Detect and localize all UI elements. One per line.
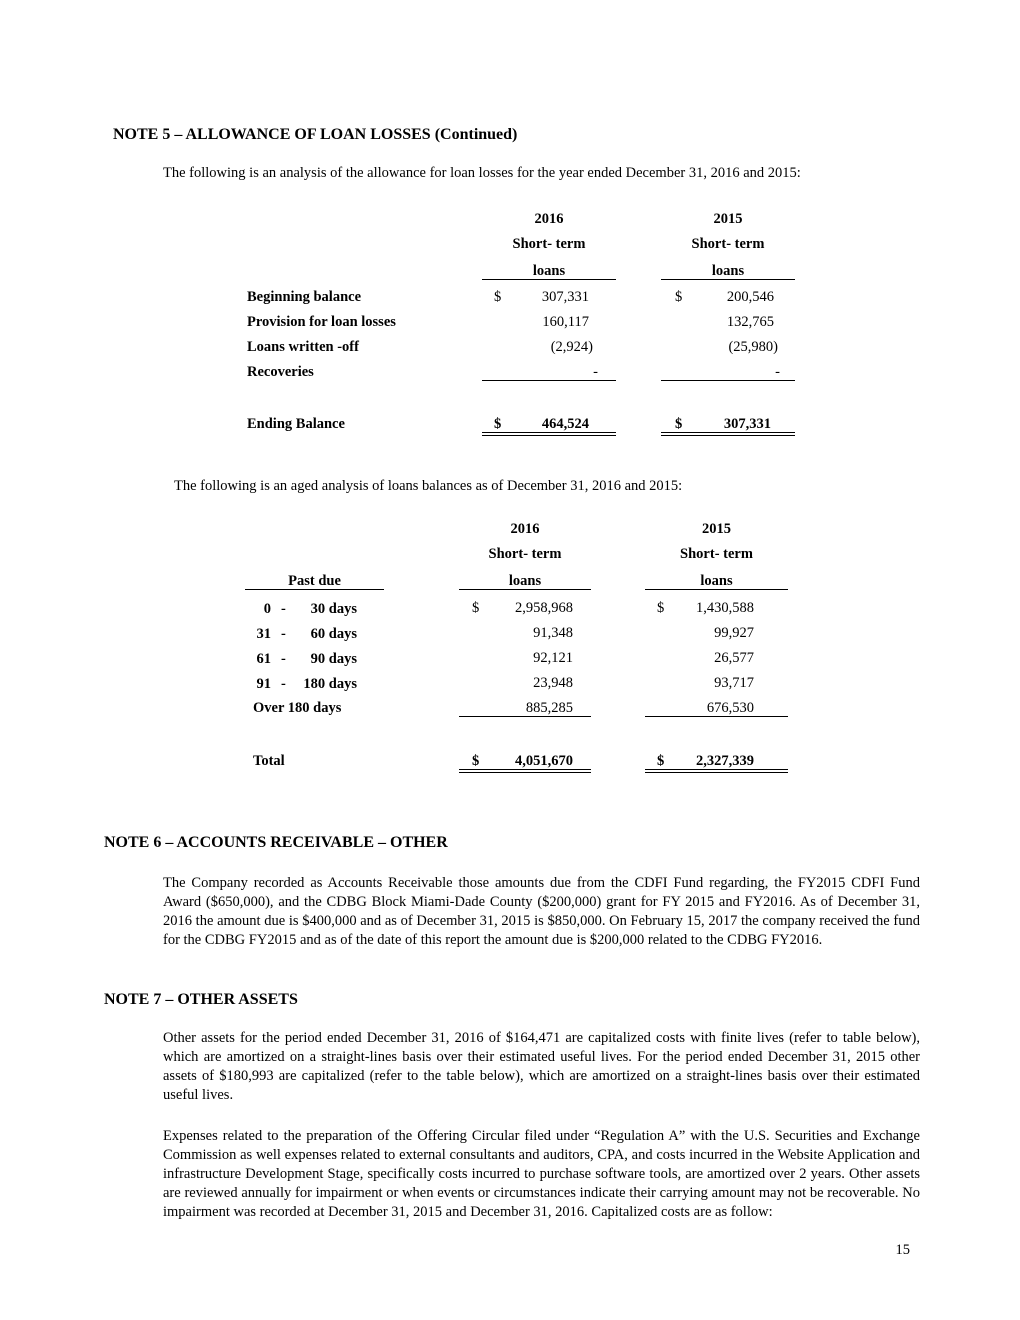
t1-subtotal-rule-2015 [661, 380, 795, 381]
note6-heading: NOTE 6 – ACCOUNTS RECEIVABLE – OTHER [104, 834, 448, 851]
t2-total-currency-2015: $ [657, 753, 665, 769]
t2-range-start: 31 [256, 626, 271, 642]
t1-row-label: Recoveries [247, 364, 314, 380]
t2-row-value-2015: 99,927 [714, 625, 754, 641]
t1-header-year-2016: 2016 [534, 211, 564, 227]
t2-header-shortterm-2015: Short- term [680, 546, 753, 562]
t2-currency-2016: $ [472, 600, 480, 616]
t1-header-loans-2016: loans [532, 263, 566, 279]
t1-row-label: Provision for loan losses [247, 314, 396, 330]
t2-row-value-2015: 1,430,588 [696, 600, 754, 616]
t2-range-start: 61 [256, 651, 271, 667]
t1-currency-2016: $ [494, 289, 502, 305]
t1-header-year-2015: 2015 [713, 211, 743, 227]
t2-range-end: 30 days [310, 601, 357, 617]
t2-currency-2015: $ [657, 600, 665, 616]
t2-header-rule-2016 [459, 589, 591, 590]
t1-row-value-2016: 160,117 [542, 314, 589, 330]
note7-paragraph-1: Other assets for the period ended December 31, 2016 of $164,471 are capitalized costs with finite lives (refer to table below), which are amortized on a straight-lines basis over their estimated useful lives. For the period ended December 31, 2015 other assets of $180,993 are capitalized (refer to the table below), which are amortized on a straight-lines basis over their estimated useful lives. [163, 1030, 920, 1103]
note5-intro-allowance: The following is an analysis of the allowance for loan losses for the year ended December 31, 2016 and 2015: [163, 165, 801, 181]
t2-range-end: 90 days [310, 651, 357, 667]
t2-total-double-rule-2015 [645, 769, 788, 773]
t1-row-label: Beginning balance [247, 289, 362, 305]
t2-over180-label: Over 180 days [253, 700, 342, 716]
t2-row-value-2016: 92,121 [533, 650, 573, 666]
t1-header-loans-2015: loans [711, 263, 745, 279]
t2-total-double-rule-2016 [459, 769, 591, 773]
t2-range-end: 180 days [303, 676, 357, 692]
t2-range-start: 91 [256, 676, 271, 692]
t2-header-year-2016: 2016 [510, 521, 540, 537]
t1-subtotal-rule-2016 [482, 380, 616, 381]
t1-total-double-rule-2015 [661, 432, 795, 436]
t1-row-value-2015: 200,546 [726, 289, 774, 305]
t1-row-value-2016: - [593, 364, 598, 380]
t2-range-start: 0 [263, 601, 271, 617]
t2-header-loans-2015: loans [700, 573, 733, 589]
t1-total-value-2016: 464,524 [541, 416, 589, 432]
t2-row-value-2015: 93,717 [714, 675, 754, 691]
page-number: 15 [895, 1242, 910, 1258]
t2-total-value-2016: 4,051,670 [515, 753, 573, 769]
t2-range-end: 60 days [310, 626, 357, 642]
t2-header-shortterm-2016: Short- term [488, 546, 562, 562]
t2-range-dash: - [281, 651, 286, 667]
t2-header-rule-pastdue [245, 589, 384, 590]
note5-heading: NOTE 5 – ALLOWANCE OF LOAN LOSSES (Continued) [113, 126, 518, 143]
t2-subtotal-rule-2016 [459, 716, 591, 717]
t1-total-currency-2016: $ [494, 416, 502, 432]
t2-range-dash: - [281, 626, 286, 642]
t2-header-past-due: Past due [288, 573, 341, 589]
t2-over180-value-2015: 676,530 [706, 700, 754, 716]
t1-total-value-2015: 307,331 [723, 416, 771, 432]
t1-header-shortterm-2015: Short- term [691, 236, 765, 252]
note7-paragraph-2: Expenses related to the preparation of the Offering Circular filed under “Regulation A” with the U.S. Securities and Exchange Commission as well expenses related to external consultants and auditors, CPA, and costs incurred in the Website Application and infrastructure Development Stage, specifically costs incurred to purchase software tools, are amortized over 2 years. Other assets are reviewed annually for impairment or when events or circumstances indicate their carrying amount may not be recoverable. No impairment was recorded at December 31, 2015 and December 31, 2016. Capitalized costs are as follow: [163, 1128, 920, 1220]
t2-header-rule-2015 [645, 589, 788, 590]
t2-subtotal-rule-2015 [645, 716, 788, 717]
t1-row-value-2015: 132,765 [726, 314, 774, 330]
t1-row-value-2015: (25,980) [728, 339, 778, 355]
t2-row-value-2015: 26,577 [714, 650, 754, 666]
t1-row-label: Loans written -off [247, 339, 359, 355]
t1-currency-2015: $ [675, 289, 683, 305]
t1-total-label: Ending Balance [247, 416, 345, 432]
t2-over180-value-2016: 885,285 [525, 700, 573, 716]
t1-total-currency-2015: $ [675, 416, 683, 432]
t2-row-value-2016: 2,958,968 [515, 600, 573, 616]
t2-header-loans-2016: loans [508, 573, 542, 589]
t2-range-dash: - [281, 601, 286, 617]
t1-row-value-2015: - [775, 364, 780, 380]
t2-header-year-2015: 2015 [702, 521, 731, 537]
t2-range-dash: - [281, 676, 286, 692]
t1-row-value-2016: (2,924) [550, 339, 593, 355]
t2-total-value-2015: 2,327,339 [696, 753, 754, 769]
note5-intro-aged: The following is an aged analysis of loans balances as of December 31, 2016 and 2015: [174, 478, 683, 494]
t1-header-shortterm-2016: Short- term [512, 236, 586, 252]
t2-total-label: Total [253, 753, 285, 769]
t2-row-value-2016: 91,348 [533, 625, 573, 641]
t1-header-rule-2016 [482, 279, 616, 280]
note7-heading: NOTE 7 – OTHER ASSETS [104, 991, 298, 1008]
t1-header-rule-2015 [661, 279, 795, 280]
note6-paragraph: The Company recorded as Accounts Receivable those amounts due from the CDFI Fund regarding, the FY2015 CDFI Fund Award ($650,000), and the CDBG Block Miami-Dade County ($200,000) grant for FY 2015 and FY2016. As of December 31, 2016 the amount due is $400,000 and as of December 31, 2015 is $850,000. On February 15, 2017 the company received the fund for the CDBG FY2015 and as of the date of this report the amount due is $200,000 related to the CDBG FY2016. [163, 875, 920, 948]
t2-total-currency-2016: $ [472, 753, 480, 769]
t1-total-double-rule-2016 [482, 432, 616, 436]
t2-row-value-2016: 23,948 [533, 675, 573, 691]
t1-row-value-2016: 307,331 [541, 289, 589, 305]
